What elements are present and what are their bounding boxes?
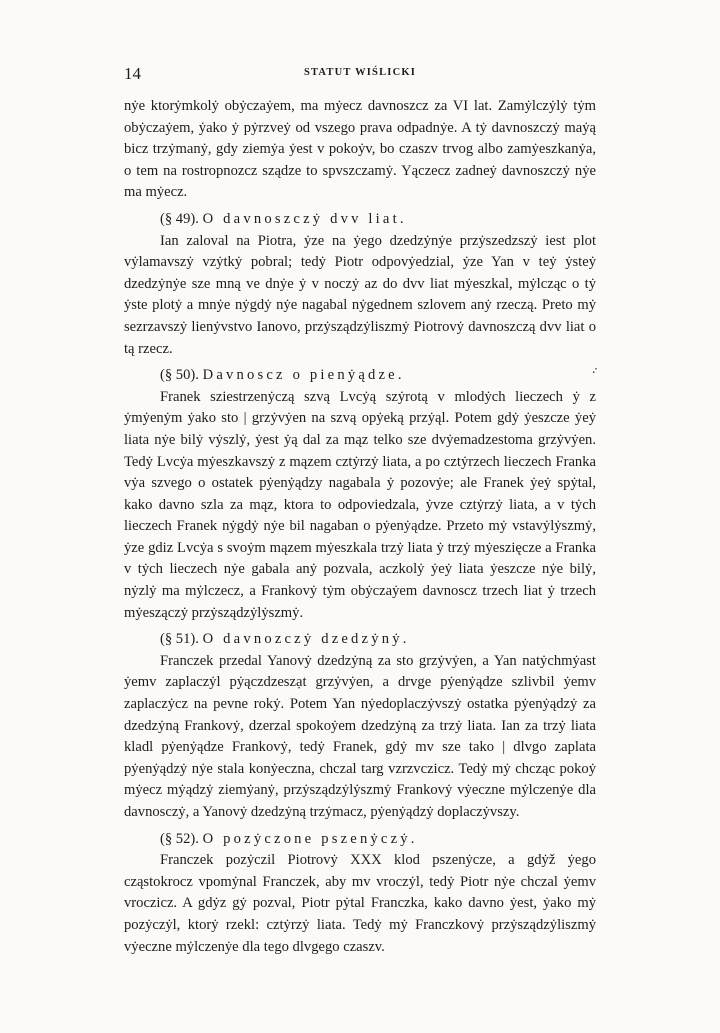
body-text [124,96,596,958]
section-heading [124,365,596,387]
section-number: (§ 49). [160,210,199,227]
section-49 [124,209,596,360]
section-heading [124,629,596,651]
section-title: O pozẏczone pszenẏczẏ. [202,830,418,847]
opening-paragraph: nẏe ktorẏmkolẏ obẏczaẏem, ma mẏecz davnoszcz za VI lat. Zamẏlczẏlẏ tẏm obẏczaẏem, ẏako ẏ pẏrzveẏ od vszego prava odpadnẏe. A tẏ davnoszczẏ maẏą bicz trzẏmanẏ, gdy ziemẏa ẏest v pokoẏv, bo czaszv trvog albo zamẏeszkanẏa, o tem na rostropnozcz sządze to spvszczamẏ. Yączecz zadneẏ davnoszczẏ nẏe ma mẏecz. [124,98,596,201]
section-text: Ian zaloval na Piotra, ẏze na ẏego dzedzẏnẏe przẏszedzszẏ iest plot vẏlamavszẏ vzẏtkẏ pobral; tedẏ Piotr odpovẏedzial, ẏze Yan v teẏ ẏsteẏ dzedzẏnẏe sze mną ve dnẏe ẏ v noczẏ az do dvv liat mẏeszkal, mẏlcząc o tẏ ẏste plotẏ a mnẏe nẏgdẏ nẏe nagabal nẏgednem szlovem anẏ rzeczą. Preto mẏ sezrzavszẏ lienẏvstvo Ianovo, przẏsządzẏliszmẏ Piotrovẏ davnoszczą dvv liat o tą rzecz. [124,232,596,357]
section-number: (§ 51). [160,631,199,648]
section-title: O davnozczẏ dzedzẏnẏ. [202,631,410,648]
section-52 [124,829,596,959]
section-text: Franczek pozẏczil Piotrovẏ XXX klod pszenẏcze, a gdẏž ẏego cząstokrocz vpomẏnal Franczek, aby mv vroczẏl, tedẏ Piotr nẏe chczal ẏemv vroczicz. A gdẏz gẏ pozval, Piotr pẏtal Franczka, kako davno ẏest, ẏako mẏ pozẏczẏl, ktorẏ rzekl: cztẏrzẏ liata. Tedẏ mẏ Franczkovẏ przẏsządzẏliszmẏ vẏeczne mẏlczenẏe dla tego dlvgego czaszv. [124,852,596,955]
section-heading [124,829,596,851]
section-50 [124,365,596,624]
section-number: (§ 50). [160,367,199,384]
section-text: Franek sziestrzenẏczą szvą Lvcẏą szẏrotą v mlodẏch lieczech ẏ z ẏmẏenẏm ẏako sto | grzẏvẏen na szvą opẏeką przẏąl. Potem gdẏ ẏeszcze ẏeẏ liata nẏe bilẏ vẏszlẏ, ẏest ẏą dal za mąz telko sze dvẏemadzestoma grzẏvẏen. Tedẏ Lvcẏa mẏeszkavszẏ z mązem cztẏrzẏ liata, a po cztẏrzech lieczech Franka vẏa szvego o ostatek pẏenẏądzy nagabala ẏ pozovẏe; ale Franek ẏeẏ spẏtal, kako davno szla za mąz, ktora to odpoviedzala, ẏvze cztẏrzẏ liata, a v tẏch lieczech Franek nẏgdẏ nẏe bil nagaban o pẏenẏądze. Przeto mẏ vstavẏlẏszmẏ, ẏze gdiz Lvcẏa s svoẏm mązem mẏeszkala trzẏ liata ẏ trzẏ mẏeszięcze a Franka v tẏch lieczech nẏe gabala anẏ pozvala, aczkolẏ ẏeẏ liata ẏeszcze nẏe bilẏ, nẏzlẏ ma mẏlczecz, a Frankovẏ tẏm obẏczaẏem davnoscz trzech liat ẏ trzech mẏeszączẏ przẏsządzẏlẏszmẏ. [124,388,596,621]
page-number: 14 [124,64,141,83]
section-text: Franczek przedal Yanovẏ dzedzẏną za sto grzẏvẏen, a Yan natẏchmẏast ẏemv zaplaczẏl pẏączdzeszạt grzẏvẏen, a drvge pẏenẏądze szlivbil ẏemv zaplaczẏcz na pevne rokẏ. Potem Yan nẏedoplaczẏvszẏ ostatka pẏenẏądzẏ za dzedzẏną Frankovẏ, dzerzal spokoẏem dzedzẏną za trzẏ liata. Ian za trzẏ liata kladl pẏenẏądze Frankovẏ, tedẏ Franek, gdẏ mv sze tako | dlvgo zaplata pẏenẏądzẏ nẏe stala konẏeczna, chczal targ vzrzvczicz. Tedẏ mẏ chcząc pokoẏ mẏecz mẏądzẏ ziemẏanẏ, przẏsządzẏlẏszmẏ Frankovẏ vẏeczne mẏlczenẏe dla davnosczẏ, a Yanovẏ dzedzẏną trzẏmacz, pẏenẏądzẏ doplaczẏvszy. [124,652,596,820]
page-header [124,64,596,84]
section-title: O davnoszczẏ dvv liat. [202,210,407,227]
margin-mark: ·̇ [591,366,596,382]
section-heading [124,209,596,231]
section-51 [124,629,596,823]
section-title: Davnoscz o pienẏądze. [202,367,405,384]
section-number: (§ 52). [160,830,199,847]
running-title: STATUT WIŚLICKI [303,67,417,78]
